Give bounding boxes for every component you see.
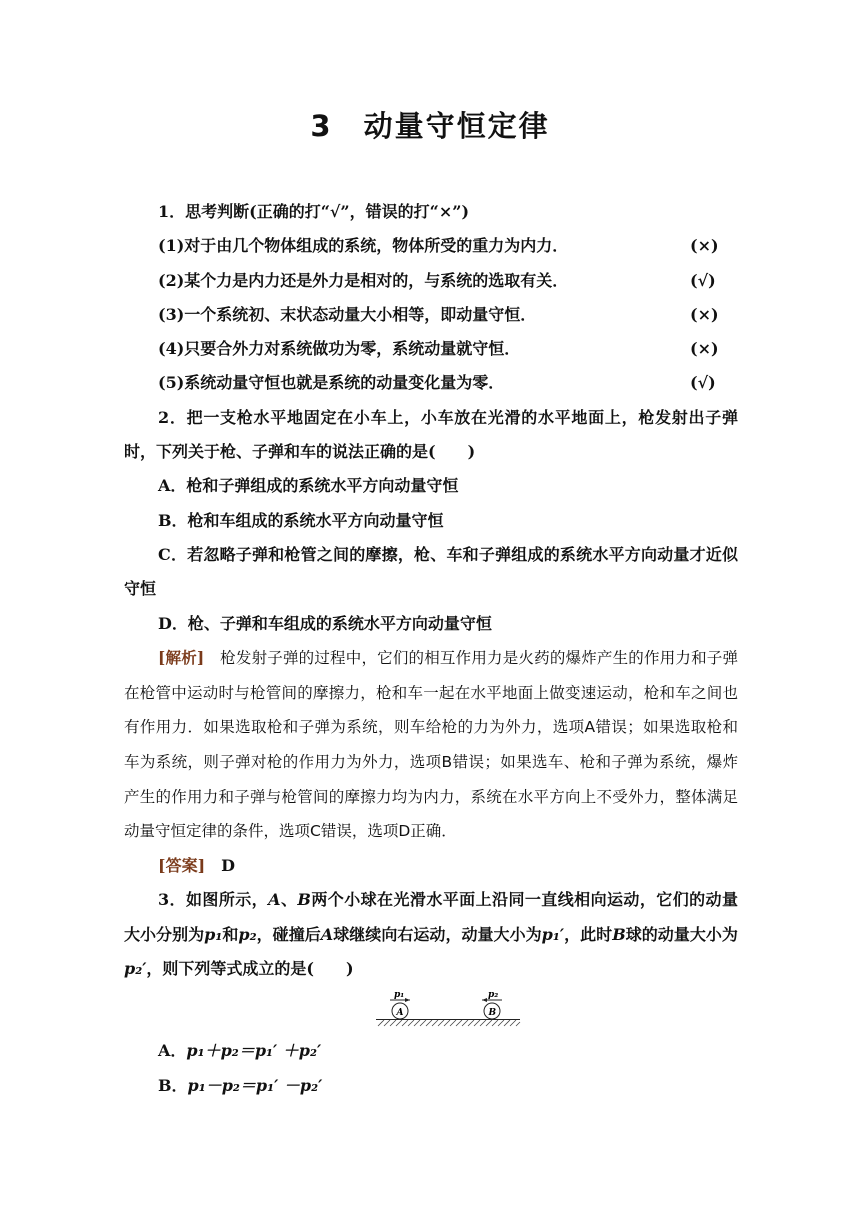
q3-stem-text: ，此时: [564, 924, 613, 944]
var-p1: p₁: [204, 924, 223, 944]
collision-figure: [124, 986, 738, 1034]
option-prefix: A．: [158, 1041, 187, 1061]
p1-arrow-head: [405, 998, 410, 1002]
var-a: A: [268, 890, 281, 910]
q1-item-text: (2)某个力是内力还是外力是相对的，与系统的选取有关．: [158, 270, 569, 290]
q3-stem-text: 两个小球在光滑水平面上沿同一直线相向运动，它们的动量大小分别为: [124, 890, 738, 944]
q2-option-a: A．枪和子弹组成的系统水平方向动量守恒: [158, 476, 459, 496]
q1-item-5: [124, 366, 738, 400]
q1-item-mark: (×): [690, 339, 719, 359]
q3-stem-text: ，碰撞后: [256, 924, 321, 944]
q2-option-b: B．枪和车组成的系统水平方向动量守恒: [158, 510, 444, 530]
q1-item-mark: (×): [690, 304, 719, 324]
q3-option-a: [124, 1034, 738, 1068]
ball-b-label: B: [488, 1008, 497, 1019]
var-p1-prime: p₁′: [541, 924, 565, 944]
q1-item-2: [124, 264, 738, 298]
q1-item-mark: (√): [690, 373, 716, 393]
q3-stem-text: 、: [280, 890, 298, 910]
q1-item-mark: (×): [690, 236, 719, 256]
option-expr: p₁－p₂＝p₁′ －p₂′: [187, 1075, 323, 1095]
option-expr: p₁＋p₂＝p₁′ ＋p₂′: [186, 1041, 322, 1061]
q3-stem: [124, 883, 738, 986]
q1-item-text: (4)只要合外力对系统做功为零，系统动量就守恒．: [158, 339, 521, 359]
var-b: B: [612, 924, 626, 944]
q3-option-b: [124, 1069, 738, 1103]
q3-stem-text: 球继续向右运动，动量大小为: [333, 924, 542, 944]
q1-item-mark: (√): [690, 270, 716, 290]
option-prefix: B．: [158, 1075, 188, 1095]
q1-item-4: [124, 332, 738, 366]
ground-hatching: [378, 1020, 520, 1026]
q3-stem-text: ，则下列等式成立的是( ): [146, 958, 354, 978]
answer-value: D: [221, 856, 236, 876]
analysis-tag: [解析]: [158, 647, 205, 667]
question-content: [124, 195, 738, 1103]
q2-stem: 2．把一支枪水平地固定在小车上，小车放在光滑的水平地面上，枪发射出子弹时，下列关于枪、子弹和车的说法正确的是( ): [124, 407, 738, 462]
q3-stem-text: 3．如图所示，: [158, 890, 269, 910]
q1-stem: 1．思考判断(正确的打“√”，错误的打“×”): [158, 202, 470, 221]
q1-item-text: (1)对于由几个物体组成的系统，物体所受的重力为内力．: [158, 236, 569, 256]
var-p2: p₂: [238, 924, 257, 944]
p1-label: p₁: [394, 990, 405, 1001]
answer-tag: [答案]: [158, 856, 206, 876]
q1-item-text: (5)系统动量守恒也就是系统的动量变化量为零．: [158, 373, 505, 393]
p2-label: p₂: [488, 990, 499, 1001]
q2-option-c: C．若忽略子弹和枪管之间的摩擦，枪、车和子弹组成的系统水平方向动量才近似守恒: [124, 544, 738, 599]
q1-item-text: (3)一个系统初、末状态动量大小相等，即动量守恒．: [158, 304, 537, 324]
q2-analysis: [124, 641, 738, 849]
p2-arrow-head: [482, 998, 487, 1002]
var-p2-prime: p₂′: [124, 958, 147, 978]
var-b: B: [297, 890, 311, 910]
analysis-text: 枪发射子弹的过程中，它们的相互作用力是火药的爆炸产生的作用力和子弹在枪管中运动时与枪管间的摩擦力，枪和车一起在水平地面上做变速运动，枪和车之间也有作用力．如果选取枪和子弹为系统，则车给枪的力为外力，选项A错误；如果选取枪和车为系统，则子弹对枪的作用力为外力，选项B错误；如果选车、枪和子弹为系统，爆炸产生的作用力和子弹与枪管间的摩擦力均为内力，系统在水平方向上不受外力，整体满足动量守恒定律的条件，选项C错误，选项D正确．: [124, 648, 738, 841]
page-title: 3 动量守恒定律: [310, 109, 550, 143]
var-a: A: [320, 924, 334, 944]
q2-answer: [124, 849, 738, 883]
q2-option-d: D．枪、子弹和车组成的系统水平方向动量守恒: [158, 613, 492, 633]
ball-a-label: A: [396, 1008, 404, 1019]
q3-stem-text: 和: [222, 924, 239, 944]
q1-item-3: [124, 298, 738, 332]
q1-item-1: [124, 229, 738, 263]
q3-stem-text: 球的动量大小为: [625, 924, 738, 944]
collision-diagram: [374, 988, 524, 1032]
